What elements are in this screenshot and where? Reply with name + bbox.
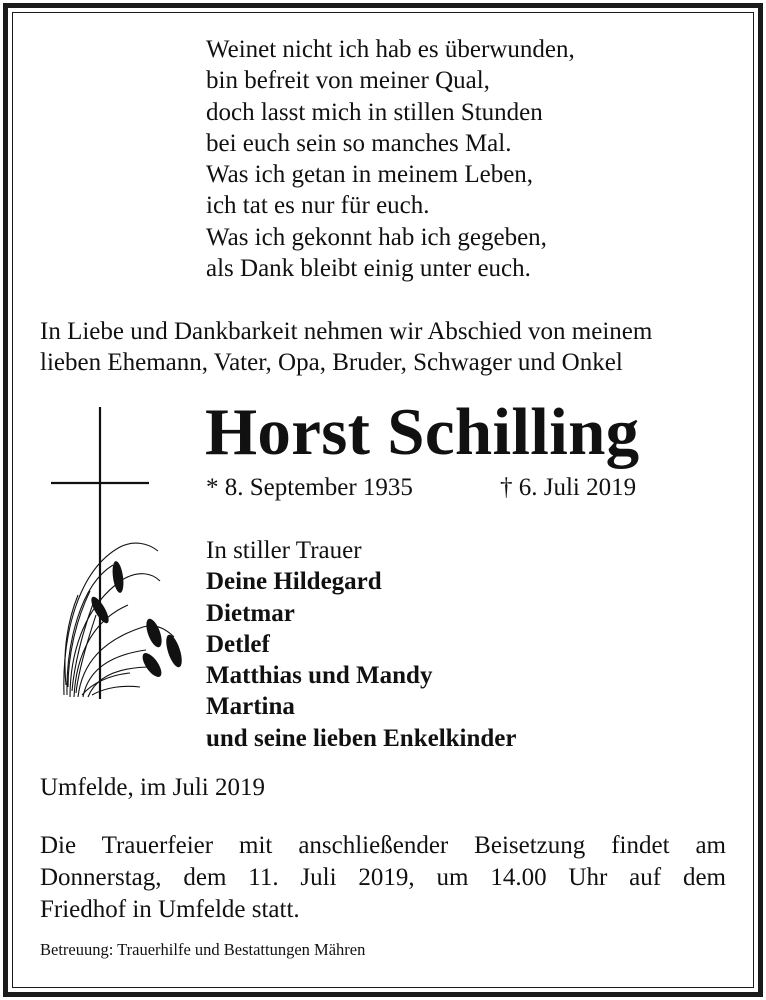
poem-line: Was ich getan in meinem Leben,: [206, 161, 534, 189]
poem: [206, 34, 575, 284]
poem-line: ich tat es nur für euch.: [206, 192, 430, 220]
mourners-heading: In stiller Trauer: [206, 537, 362, 564]
poem-line: Weinet nicht ich hab es überwunden,: [206, 36, 575, 63]
wheat-ear-icon: [88, 560, 185, 679]
deceased-name: Horst Schilling: [205, 395, 640, 469]
funeral-home-credit: Betreuung: Trauerhilfe und Bestattungen Mähren: [40, 940, 366, 959]
mourner-name: Matthias und Mandy: [206, 662, 433, 690]
poem-line: bei euch sein so manches Mal.: [206, 129, 512, 157]
ceremony-line: Donnerstag, dem 11. Juli 2019, um 14.00 Uhr auf dem: [40, 864, 726, 891]
poem-line: doch lasst mich in stillen Stunden: [206, 98, 543, 126]
cross-and-wheat-icon: [48, 405, 188, 705]
poem-line: Was ich gekonnt hab ich gegeben,: [206, 223, 547, 251]
mourner-name: und seine lieben Enkelkinder: [206, 724, 517, 752]
birth-date: * 8. September 1935: [206, 474, 413, 501]
poem-line: bin befreit von meiner Qual,: [206, 67, 490, 95]
mourner-name: Detlef: [206, 630, 270, 658]
ceremony-line: Friedhof in Umfelde statt.: [40, 896, 300, 923]
mourner-name: Dietmar: [206, 599, 295, 627]
intro-line: In Liebe und Dankbarkeit nehmen wir Abschied von meinem: [40, 318, 653, 345]
mourner-name: Martina: [206, 693, 295, 721]
intro-line: lieben Ehemann, Vater, Opa, Bruder, Schwager und Onkel: [40, 349, 623, 376]
poem-line: als Dank bleibt einig unter euch.: [206, 255, 531, 283]
death-date: † 6. Juli 2019: [500, 474, 637, 501]
ceremony-notice: [40, 830, 726, 926]
mourners-list: [206, 535, 517, 754]
intro-text: [40, 316, 730, 378]
mourner-name: Deine Hildegard: [206, 568, 382, 596]
place-and-date: Umfelde, im Juli 2019: [40, 774, 265, 801]
ceremony-line: Die Trauerfeier mit anschließender Beisetzung findet am: [40, 832, 726, 859]
